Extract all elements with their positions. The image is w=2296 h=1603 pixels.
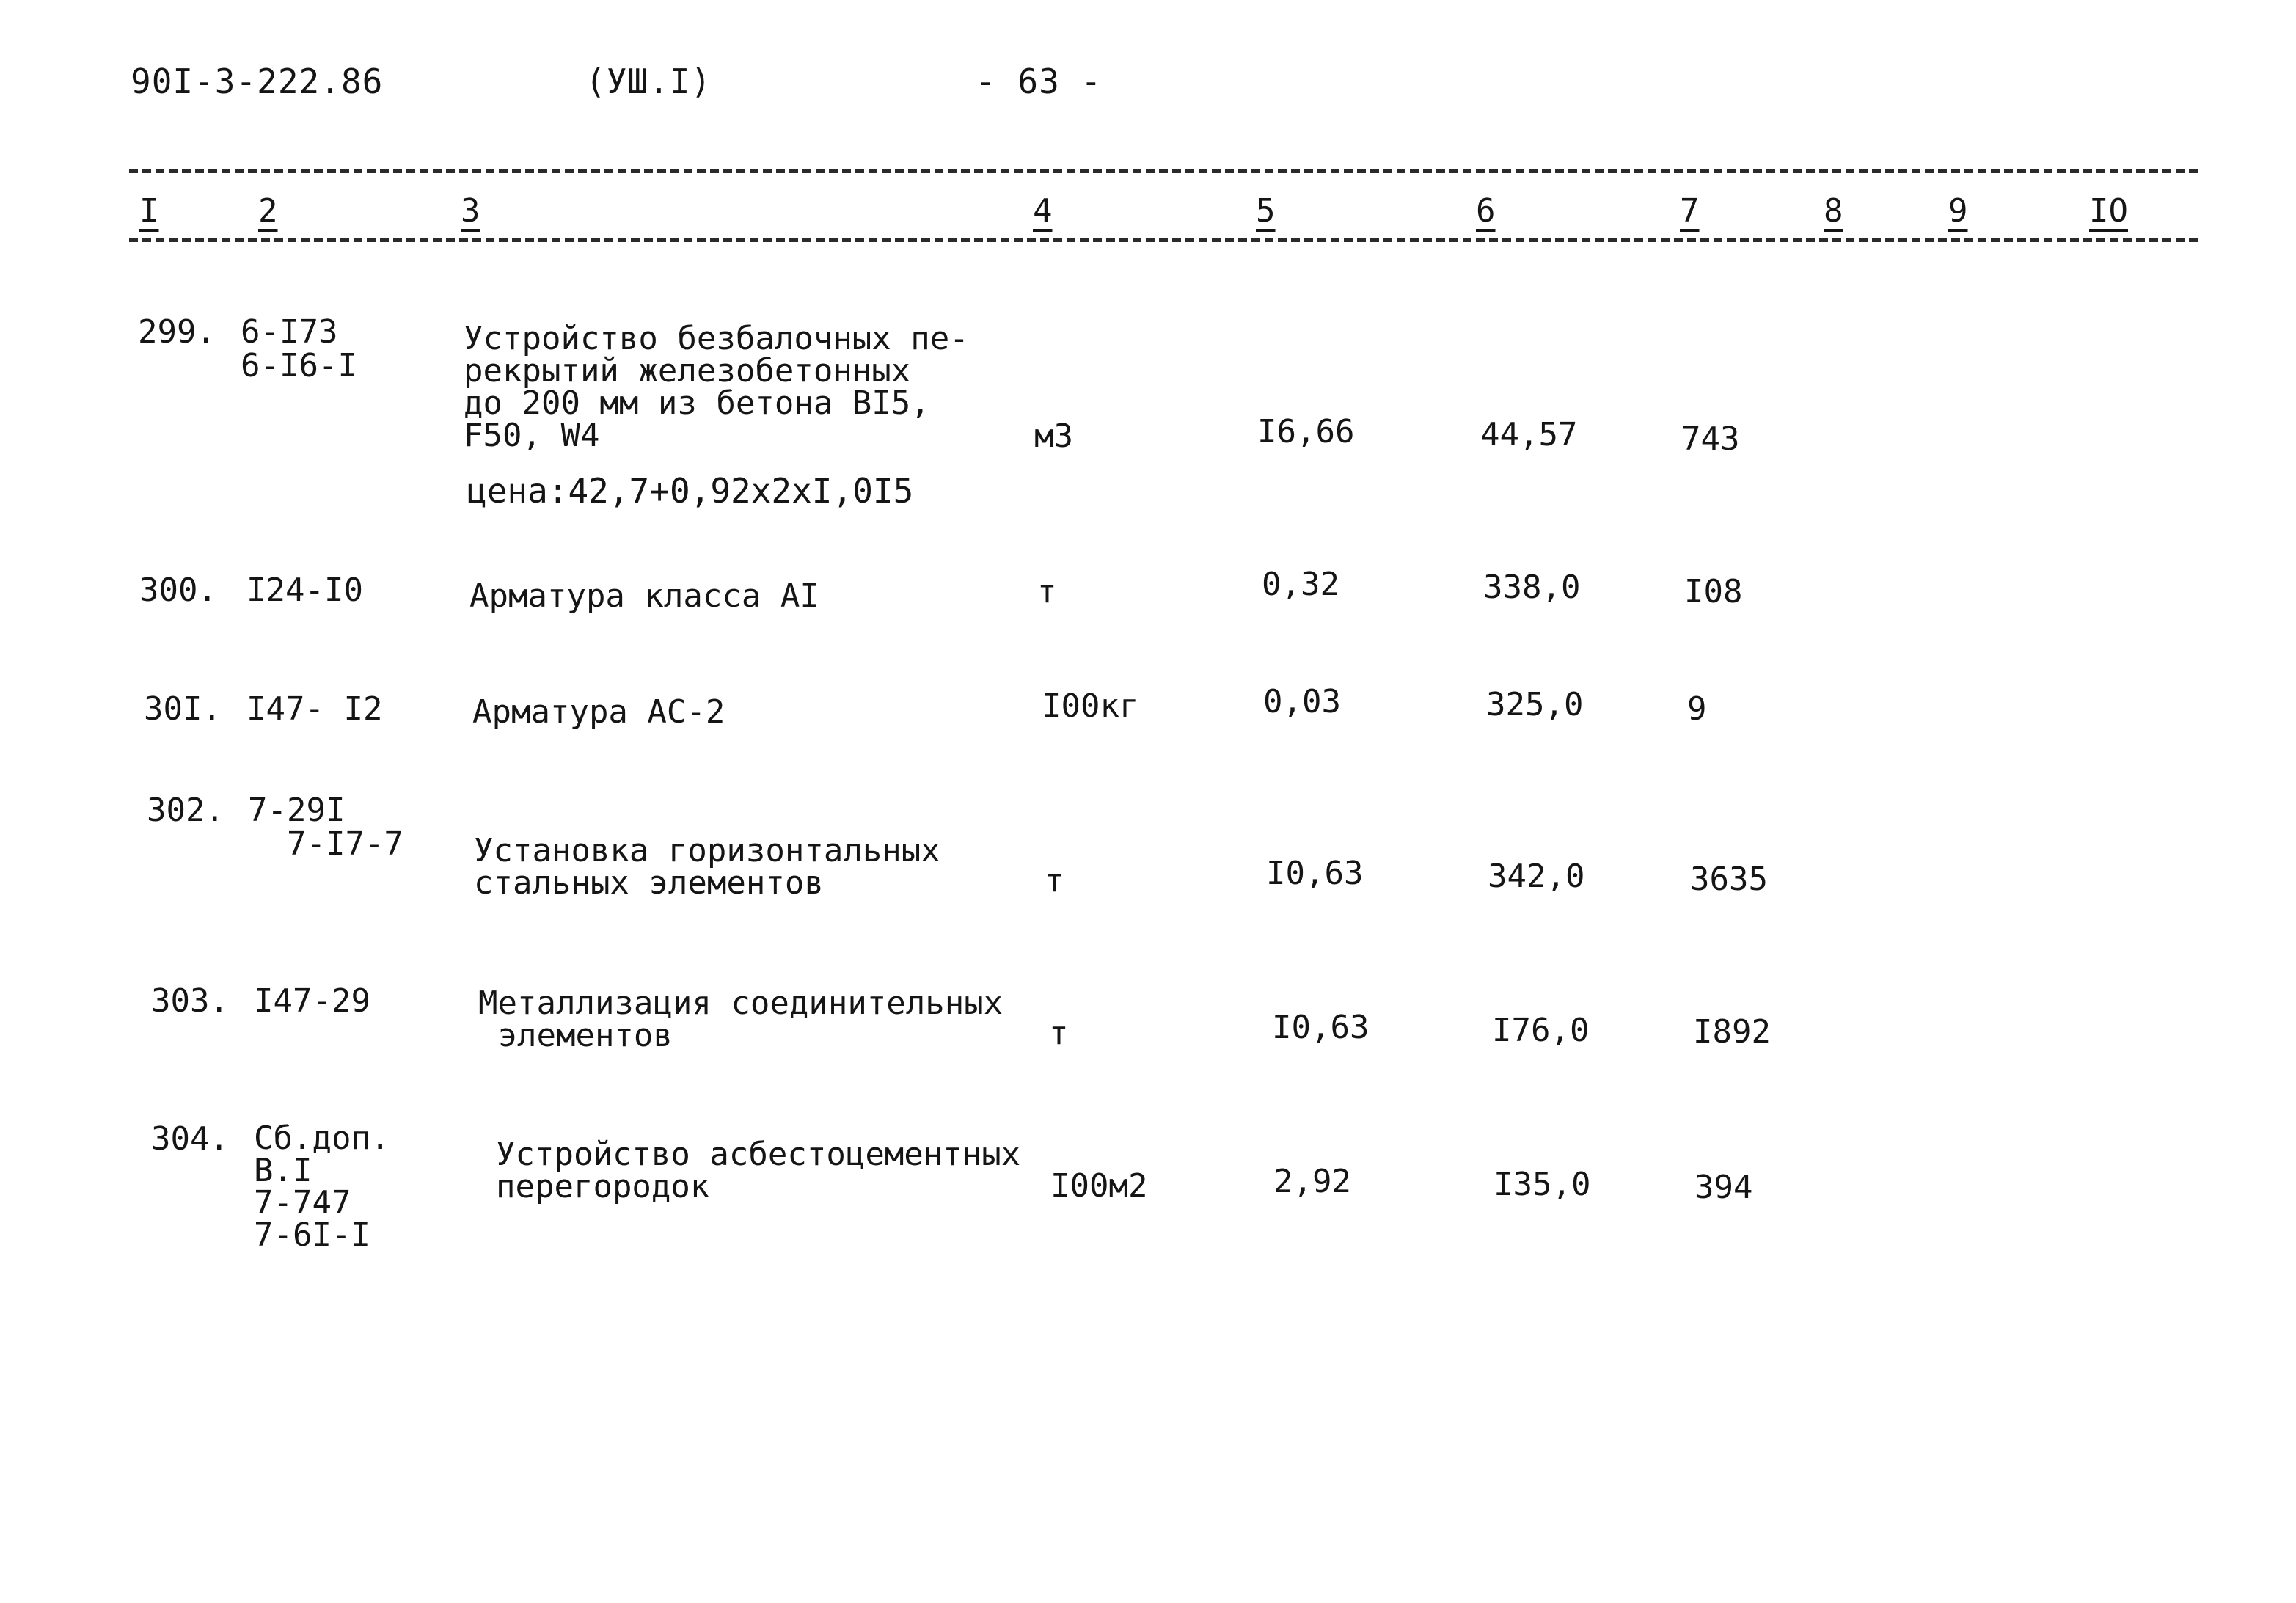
total-cost: I892 xyxy=(1693,1013,1771,1051)
column-number-10: IO xyxy=(2089,192,2128,230)
total-cost: 394 xyxy=(1694,1169,1753,1206)
quantity: I0,63 xyxy=(1272,1009,1370,1046)
column-number-2: 2 xyxy=(258,192,278,230)
total-cost: 743 xyxy=(1681,420,1740,458)
column-number-5: 5 xyxy=(1256,192,1276,230)
column-number-4: 4 xyxy=(1033,192,1053,230)
work-description: Устройство безбалочных пе- рекрытий железобетонных до 200 мм из бетона BI5, F50, W4 xyxy=(464,320,969,454)
page-number: - 63 - xyxy=(976,62,1103,101)
header-dashed-rule xyxy=(129,238,2198,242)
norm-code: I47- I2 xyxy=(246,690,383,728)
row-number: 30I. xyxy=(144,690,222,728)
row-number: 303. xyxy=(151,982,229,1020)
row-number: 299. xyxy=(138,313,216,351)
document-code: 90I-3-222.86 xyxy=(131,62,384,101)
row-number: 304. xyxy=(151,1120,229,1158)
column-number-7: 7 xyxy=(1680,192,1700,230)
work-description: Металлизация соединительных элементов xyxy=(478,985,1003,1054)
top-dashed-rule xyxy=(129,169,2198,173)
norm-code: I47-29 xyxy=(254,982,370,1020)
unit-price: I76,0 xyxy=(1492,1012,1590,1049)
column-number-3: 3 xyxy=(461,192,480,230)
total-cost: 9 xyxy=(1687,690,1707,728)
quantity: I0,63 xyxy=(1266,855,1364,892)
norm-code: 6-I73 6-I6-I xyxy=(241,313,357,384)
quantity: 2,92 xyxy=(1273,1163,1351,1200)
price-formula: цена:42,7+0,92x2xI,0I5 xyxy=(467,471,914,511)
column-number-6: 6 xyxy=(1476,192,1496,230)
column-number-9: 9 xyxy=(1948,192,1968,230)
quantity: 0,03 xyxy=(1263,683,1341,720)
norm-code: 7-29I 7-I7-7 xyxy=(248,792,403,863)
section-code: (УШ.I) xyxy=(585,62,712,101)
norm-code: Сб.доп. В.I 7-747 7-6I-I xyxy=(254,1120,390,1254)
unit: т xyxy=(1049,1015,1069,1052)
column-number-8: 8 xyxy=(1824,192,1843,230)
unit-price: 338,0 xyxy=(1483,569,1581,606)
work-description: Устройство асбестоцементных перегородок xyxy=(496,1136,1021,1205)
work-description: Арматура класса AI xyxy=(469,577,819,615)
total-cost: I08 xyxy=(1684,573,1743,610)
row-number: 302. xyxy=(147,792,224,829)
work-description: Арматура АС-2 xyxy=(472,693,725,731)
unit-price: I35,0 xyxy=(1494,1166,1591,1203)
unit-price: 342,0 xyxy=(1488,858,1585,895)
row-number: 300. xyxy=(139,572,217,609)
total-cost: 3635 xyxy=(1690,861,1768,898)
column-number-1: I xyxy=(139,192,159,230)
unit: I00м2 xyxy=(1050,1167,1148,1205)
unit: I00кг xyxy=(1042,687,1139,725)
unit-price: 325,0 xyxy=(1486,686,1584,723)
unit: т xyxy=(1045,862,1064,899)
unit: м3 xyxy=(1034,417,1073,455)
quantity: I6,66 xyxy=(1257,413,1355,450)
unit-price: 44,57 xyxy=(1480,416,1578,453)
quantity: 0,32 xyxy=(1262,566,1339,603)
unit: т xyxy=(1037,573,1057,610)
norm-code: I24-I0 xyxy=(246,572,363,609)
work-description: Установка горизонтальных стальных элементов xyxy=(474,832,940,902)
